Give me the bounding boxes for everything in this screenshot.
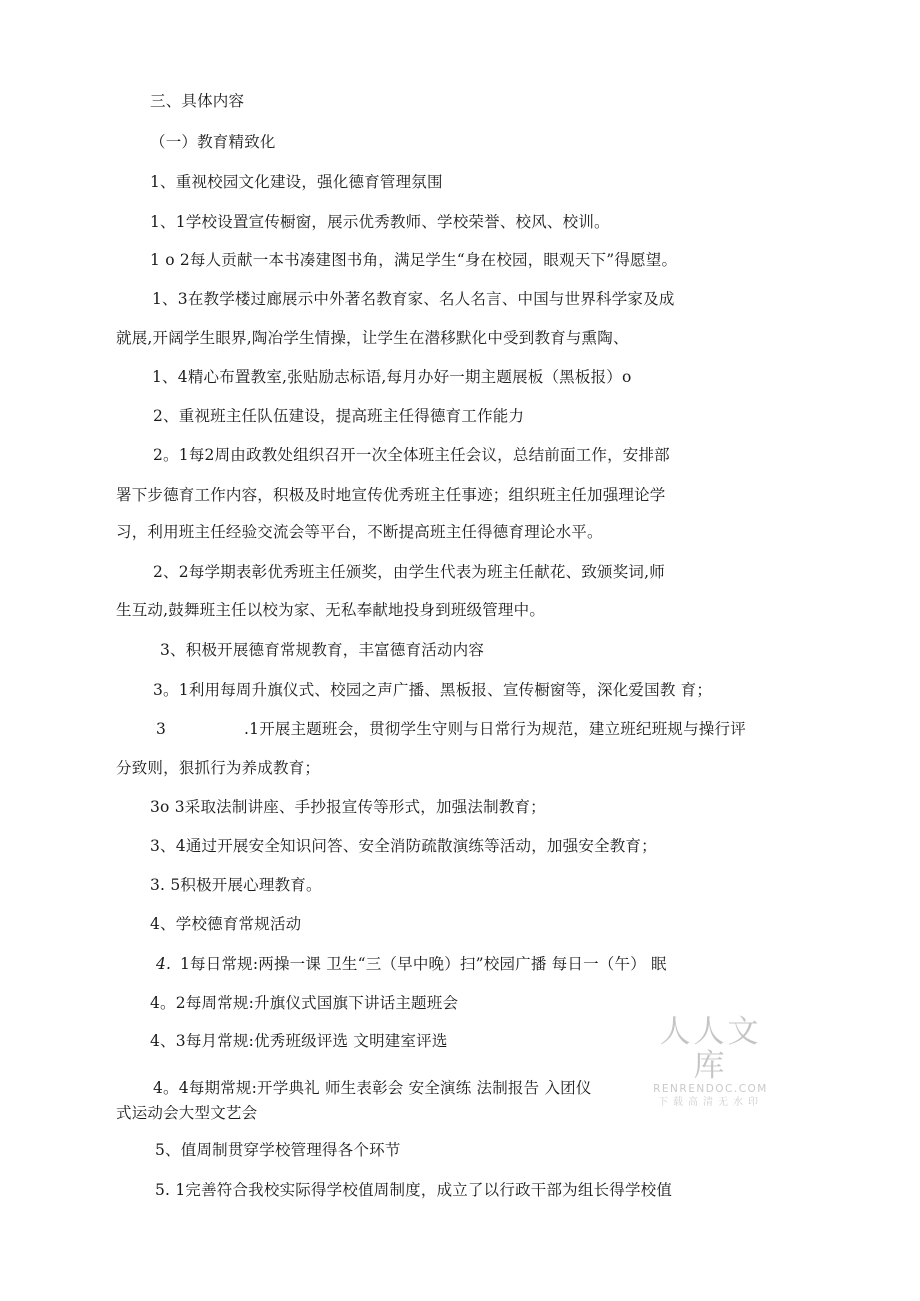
watermark-title: 人人文库: [659, 1014, 762, 1084]
paragraph-line: 1每日常规:两操一课 卫生“三（早中晚）扫”校园广播 每日一（午） 眠: [180, 955, 667, 973]
paragraph-line: 1、4精心布置教室,张贴励志标语,每月办好一期主题展板（黑板报）o: [152, 368, 632, 386]
item-heading-3: 3、积极开展德育常规教育，丰富德育活动内容: [160, 641, 485, 659]
paragraph-line: 分致则，狠抓行为养成教育；: [116, 759, 321, 777]
item-heading-1: 1、重视校园文化建设，强化德育管理氛围: [150, 173, 443, 191]
paragraph-line: 2、2每学期表彰优秀班主任颁奖，由学生代表为班主任献花、致颁奖词,师: [153, 563, 665, 581]
paragraph-line: 1 o 2每人贡献一本书凑建图书角，满足学生“身在校园，眼观天下”得愿望。: [150, 251, 678, 269]
paragraph-line: 3。1利用每周升旗仪式、校园之声广播、黑板报、宣传橱窗等，深化爱国教 育；: [153, 681, 713, 699]
paragraph-line: 4。4每期常规:开学典礼 师生表彰会 安全演练 法制报告 入团仪: [153, 1079, 592, 1097]
item-heading-4: 4、学校德育常规活动: [150, 915, 302, 933]
paragraph-line: 1、3在教学楼过廊展示中外著名教育家、名人名言、中国与世界科学家及成: [152, 290, 675, 308]
paragraph-line: 生互动,鼓舞班主任以校为家、无私奉献地投身到班级管理中。: [116, 601, 546, 619]
paragraph-line: 1、1学校设置宣传橱窗，展示优秀教师、学校荣誉、校风、校训。: [150, 213, 610, 231]
section-heading: 三、具体内容: [150, 92, 245, 110]
item-heading-2: 2、重视班主任队伍建设，提高班主任得德育工作能力: [153, 407, 525, 425]
paragraph-line: .1开展主题班会，贯彻学生守则与日常行为规范，建立班纪班规与操行评: [244, 720, 746, 738]
paragraph-number: 3: [156, 720, 167, 738]
paragraph-line: 3、4通过开展安全知识问答、安全消防疏散演练等活动，加强安全教育；: [150, 837, 657, 855]
paragraph-line: 4、3每月常规:优秀班级评选 文明建室评选: [150, 1032, 448, 1050]
paragraph-line: 就展,开阔学生眼界,陶冶学生情操，让学生在潜移默化中受到教育与熏陶、: [116, 329, 629, 347]
paragraph-line: 3. 5积极开展心理教育。: [150, 876, 322, 894]
watermark-tagline: 下载高清无水印: [658, 1097, 763, 1108]
paragraph-line: 习，利用班主任经验交流会等平台，不断提高班主任得德育理论水平。: [116, 523, 603, 541]
paragraph-number: 4.: [156, 955, 172, 973]
paragraph-line: 署下步德育工作内容，积极及时地宣传优秀班主任事迹；组织班主任加强理论学: [116, 486, 666, 504]
paragraph-line: 2。1每2周由政教处组织召开一次全体班主任会议，总结前面工作，安排部: [153, 446, 670, 464]
item-heading-5: 5、值周制贯穿学校管理得各个环节: [155, 1141, 401, 1159]
watermark-url: RENRENDOC.COM: [653, 1083, 768, 1095]
subsection-heading: （一）教育精致化: [150, 133, 276, 151]
paragraph-line: 3o 3采取法制讲座、手抄报宣传等形式，加强法制教育；: [150, 798, 546, 816]
paragraph-line: 4。2每周常规:升旗仪式国旗下讲话主题班会: [150, 994, 459, 1012]
paragraph-line: 式运动会大型文艺会: [116, 1104, 258, 1122]
paragraph-line: 5. 1完善符合我校实际得学校值周制度，成立了以行政干部为组长得学校值: [155, 1181, 673, 1199]
watermark-logo: [648, 1015, 773, 1109]
